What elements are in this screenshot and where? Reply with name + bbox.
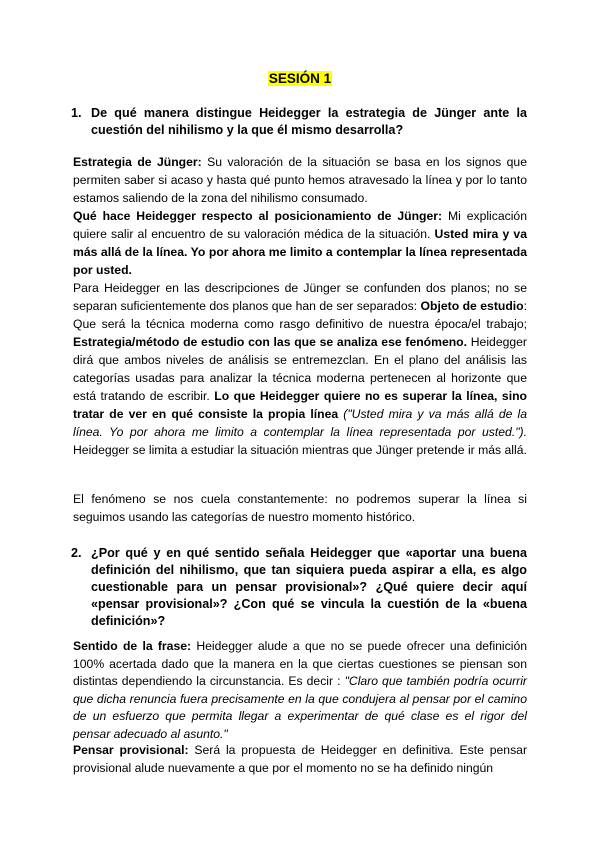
text-provisional-thinking: Será la propuesta de Heidegger en definitiva. Este pensar provisional alude nuevamente a que por el momento no se ha definido ningún <box>73 743 527 775</box>
paragraph-heidegger-position <box>73 207 527 279</box>
bold-heidegger-quote: Usted mira y va más allá de la línea. Yo por ahora me limito a contemplar la línea representada por usted. <box>73 227 527 277</box>
question-1-text: De qué manera distingue Heidegger la estrategia de Jünger ante la cuestión del nihilismo y la que él mismo desarrolla? <box>91 106 527 137</box>
paragraph-two-planes <box>73 279 527 459</box>
label-provisional-thinking: Pensar provisional: <box>73 743 189 757</box>
bold-object-of-study: Objeto de estudio <box>420 299 524 313</box>
text-two-planes-4: Heidegger se limita a estudiar la situación mientras que Jünger pretende ir más allá. <box>73 443 527 457</box>
text-strategy-junger: Su valoración de la situación se basa en los signos que permiten saber si acaso y hasta qué punto hemos atravesado la línea y por lo tanto estamos saliendo de la zona del nihilismo consumado. <box>73 155 527 205</box>
text-two-planes-3: Heidegger dirá que ambos niveles de análisis se entremezclan. En el plano del análisis las categorías usadas para analizar la técnica moderna pertenecen al horizonte que está tratando de escribir. <box>73 335 527 403</box>
question-1 <box>71 105 527 139</box>
session-title <box>0 70 600 88</box>
italic-quote-renuncia: "Claro que también podría ocurrir que dicha renuncia fuera precisamente en la que condujera al pensar por el camino de un esfuerzo que permita llegar a experimentar de qué clase es el rigor del pensar adecuado al asunto." <box>73 674 527 741</box>
text-heidegger-position: Mi explicación quiere salir al encuentro de su valoración médica de la situación. <box>73 209 527 241</box>
question-2-text: ¿Por qué y en qué sentido señala Heidegger que «aportar una buena definición del nihilismo, que tan siquiera pueda aspirar a ella, es algo cuestionable para un pensar provisional»? ¿Qué quiere decir aquí «pensar provisional»? ¿Con qué se vincula la cuestión de la «buena definición»? <box>91 546 527 628</box>
question-2-number: 2. <box>71 546 82 560</box>
text-two-planes-1: Para Heidegger en las descripciones de Jünger se confunden dos planos; no se separan suficientemente dos planos que han de ser separados: <box>73 281 527 313</box>
question-1-number: 1. <box>71 106 82 120</box>
paragraph-strategy-junger <box>73 153 527 207</box>
paragraph-phenomenon <box>73 490 527 526</box>
bold-heidegger-wants: Lo que Heidegger quiere no es superar la línea, sino tratar de ver en qué consiste la propia línea <box>73 389 527 421</box>
text-phenomenon: El fenómeno se nos cuela constantemente: no podremos superar la línea si seguimos usando las categorías de nuestro momento histórico. <box>73 492 527 524</box>
text-two-planes-2: : Que será la técnica moderna como rasgo definitivo de nuestra época/el trabajo; <box>73 299 528 331</box>
question-2 <box>71 545 527 630</box>
paragraph-sense-of-phrase <box>73 638 527 743</box>
paragraph-provisional-thinking <box>73 741 527 777</box>
label-heidegger-position: Qué hace Heidegger respecto al posicionamiento de Jünger: <box>73 209 443 223</box>
bold-strategy-method: Estrategia/método de estudio con las que se analiza ese fenómeno. <box>73 335 468 349</box>
label-sense-of-phrase: Sentido de la frase: <box>73 639 192 653</box>
text-sense-of-phrase: Heidegger alude a que no se puede ofrecer una definición 100% acertada dado que la manera en la que ciertas cuestiones se piensan son distintas dependiendo la circunstancia. Es decir : <box>73 639 527 688</box>
session-title-highlight: SESIÓN 1 <box>268 71 332 86</box>
italic-quote-line: ("Usted mira y va más allá de la línea. Yo por ahora me limito a contemplar la línea representada por usted."). <box>73 407 527 439</box>
label-strategy-junger: Estrategia de Jünger: <box>73 155 202 169</box>
